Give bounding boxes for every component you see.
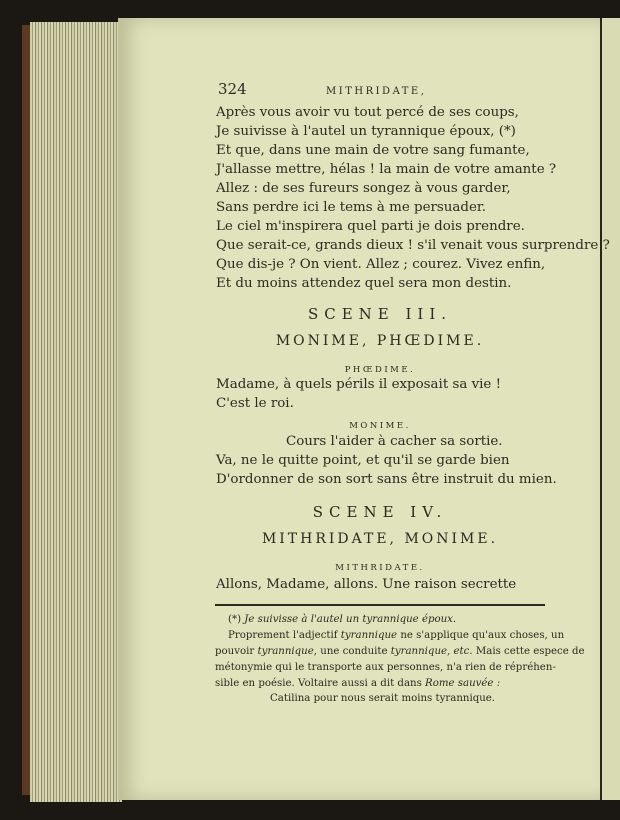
footnote-line: pouvoir tyrannique, une conduite tyrannique, etc. Mais cette espece de [215,646,585,657]
verse-line: Après vous avoir vu tout percé de ses coups, [216,105,519,120]
page-number: 324 [218,80,247,98]
footnote-heading: (*) Je suivisse à l'autel un tyrannique époux. [228,614,457,625]
running-title: MITHRIDATE, [326,86,427,97]
verse-line: Et que, dans une main de votre sang fumante, [216,143,530,158]
verse-line: Va, ne le quitte point, et qu'il se garde bien [216,453,510,468]
verse-line: Allez : de ses fureurs songez à vous garder, [216,181,511,196]
verse-line: Cours l'aider à cacher sa sortie. [286,434,503,449]
speaker-name: MITHRIDATE. [335,563,425,573]
scene-characters: MONIME, PHŒDIME. [275,333,485,349]
footnote-line: Proprement l'adjectif tyrannique ne s'applique qu'aux choses, un [228,630,565,641]
verse-line: Le ciel m'inspirera quel parti je dois prendre. [216,219,525,234]
page-stack [30,22,122,802]
verse-line: Que serait-ce, grands dieux ! s'il venait vous surprendre ? [216,238,610,253]
footnote-quote: Catilina pour nous serait moins tyrannique. [270,693,496,704]
verse-line: Sans perdre ici le tems à me persuader. [216,200,487,215]
verse-line: C'est le roi. [216,396,294,411]
verse-line: Que dis-je ? On vient. Allez ; courez. Vivez enfin, [216,257,546,272]
footnote-line: sible en poésie. Voltaire aussi a dit dans Rome sauvée : [215,678,501,689]
scene-characters: MITHRIDATE, MONIME. [261,531,499,547]
speaker-name: MONIME. [349,421,411,431]
footnote-line: métonymie qui le transporte aux personnes, n'a rien de répréhen- [215,662,556,673]
scene-title: SCENE IV. [312,503,448,521]
speaker-name: PHŒDIME. [344,365,416,375]
verse-line: Allons, Madame, allons. Une raison secrette [216,577,517,592]
footnote-rule [215,604,545,606]
verse-line: Madame, à quels périls il exposait sa vie ! [216,377,501,392]
verse-line: Je suivisse à l'autel un tyrannique époux, (*) [216,124,516,139]
verse-line: D'ordonner de son sort sans être instruit du mien. [216,472,557,487]
facing-page-edge [600,18,620,800]
scene-title: SCENE III. [307,305,453,323]
verse-line: J'allasse mettre, hélas ! la main de votre amante ? [216,162,557,177]
verse-line: Et du moins attendez quel sera mon destin. [216,276,512,291]
